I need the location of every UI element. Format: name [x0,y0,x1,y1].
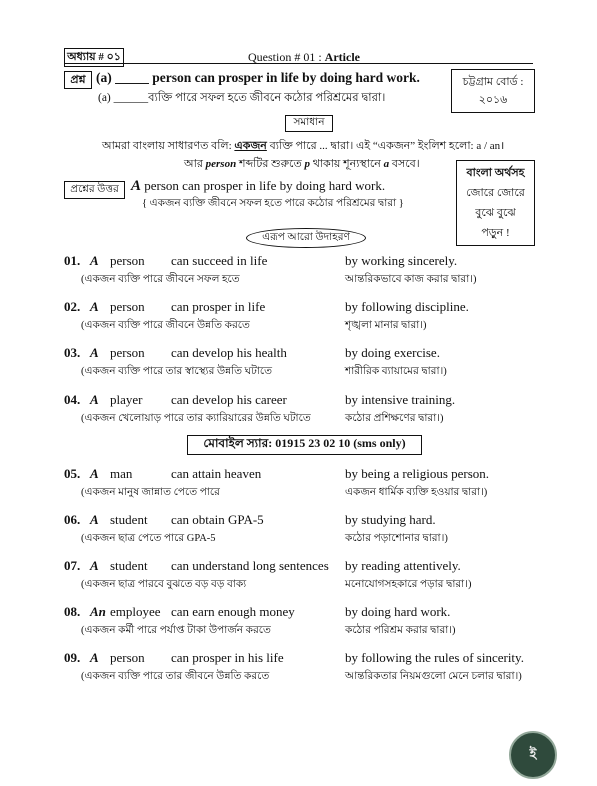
question-bangla: (a) ______ব্যক্তি পারে সফল হতে জীবনে কঠোর পরিশ্রমের দ্বারা। [98,92,386,104]
example-verb: can prosper in his life [171,650,284,665]
example-article: An [90,604,106,619]
answer-sentence: person can prosper in life by doing hard work. [141,178,386,193]
example-noun: person [110,299,145,314]
tip-line: বাংলা অর্থসহ [466,167,525,179]
example-means: by reading attentively. [345,558,461,573]
solution-label: সমাধান [285,115,333,132]
reading-tip-box [456,160,535,246]
expl-highlight: person [205,158,237,170]
topic-title: Article [324,50,360,64]
expl-highlight: p [304,158,310,170]
example-number: 05. [64,466,81,481]
expl-text: শব্দটির শুরুতে [236,158,305,170]
expl-text: বসবে। [389,158,420,170]
example-article: A [90,299,99,314]
logo-glyph: ই [529,745,537,761]
example-article: A [90,558,99,573]
question-label: প্রশ্ন [64,71,92,89]
example-verb: can earn enough money [171,604,295,619]
example-number-value: 03 [64,345,77,360]
tip-line: বুঝে বুঝে [475,207,516,219]
example-noun: player [110,392,143,407]
expl-text: আর [184,158,206,170]
example-means: by doing hard work. [345,604,451,619]
example-verb: can develop his health [171,345,287,360]
example-number: 01. [64,253,81,268]
example-means: by studying hard. [345,512,436,527]
question-english: (a) _____ person can prosper in life by doing hard work. [96,70,420,85]
example-bangla-2: কঠোর প্রশিক্ষণের দ্বারা।) [345,413,444,424]
example-verb: can prosper in life [171,299,266,314]
answer-bangla: { একজন ব্যক্তি জীবনে সফল হতে পারে কঠোর পরিশ্রমের দ্বারা } [142,198,404,209]
board-year: ২০১৬ [478,94,508,106]
example-number: 02. [64,299,81,314]
example-bangla-2: কঠোর পরিশ্রম করার দ্বারা।) [345,625,456,636]
example-number: 06. [64,512,81,527]
example-bangla-1: (একজন ছাত্র পেতে পারে GPA-5 [81,533,216,544]
example-verb: can succeed in life [171,253,268,268]
example-bangla-1: (একজন মানুষ জান্নাত পেতে পারে [81,487,220,498]
example-article: A [90,345,99,360]
answer-english [131,178,385,195]
board-name: চট্টগ্রাম বোর্ড : [462,76,524,88]
explanation-line-1 [102,137,504,156]
chapter-label: অধ্যায় # ০১ [64,48,124,67]
example-bangla-2: আন্তরিকভাবে কাজ করার দ্বারা।) [345,274,477,285]
book-logo-icon [509,731,557,779]
example-bangla-2: মনোযোগসহকারে পড়ার দ্বারা।) [345,579,472,590]
example-number: 09. [64,650,81,665]
header-divider [64,63,533,64]
example-verb: can attain heaven [171,466,262,481]
tip-line: পড়ুন ! [481,227,510,239]
example-article: A [90,512,99,527]
mobile-contact: মোবাইল স্যার: 01915 23 02 10 (sms only) [187,435,422,455]
example-number-value: 02 [64,299,77,314]
example-number-value: 06 [64,512,77,527]
answer-article: A [131,178,142,194]
example-means: by intensive training. [345,392,456,407]
example-number: 08. [64,604,81,619]
example-verb: can develop his career [171,392,287,407]
example-article: A [90,466,99,481]
expl-text: আমরা বাংলায় সাধারণত বলি: [102,140,235,152]
example-verb: can understand long sentences [171,558,329,573]
example-number-value: 04 [64,392,77,407]
example-bangla-2: কঠোর পড়াশোনার দ্বারা।) [345,533,448,544]
expl-highlight: একজন [234,140,267,152]
example-number: 04. [64,392,81,407]
example-bangla-2: শারীরিক ব্যায়ামের দ্বারা।) [345,366,447,377]
example-number: 03. [64,345,81,360]
example-verb: can obtain GPA-5 [171,512,264,527]
example-number-value: 07 [64,558,77,573]
question-number: Question # 01 : [248,50,325,64]
example-bangla-1: (একজন কর্মী পারে পর্যাপ্ত টাকা উপার্জন করতে [81,625,271,636]
example-number: 07. [64,558,81,573]
example-means: by following the rules of sincerity. [345,650,524,665]
example-article: A [90,392,99,407]
example-noun: person [110,253,145,268]
tip-line: জোরে জোরে [466,187,525,199]
example-bangla-2: শৃঙ্খলা মানার দ্বারা।) [345,320,427,331]
example-bangla-1: (একজন ব্যক্তি পারে তার স্বাস্থ্যের উন্নতি ঘটাতে [81,366,273,377]
expl-text: থাকায় শূন্যস্থানে [309,158,384,170]
example-noun: man [110,466,133,481]
example-noun: person [110,650,145,665]
answer-label: প্রশ্নের উত্তর [64,181,125,199]
example-bangla-2: আন্তরিকতার নিয়মগুলো মেনে চলার দ্বারা।) [345,671,522,682]
example-number-value: 09 [64,650,77,665]
example-noun: student [110,558,148,573]
expl-text: ব্যক্তি পারে ... দ্বারা। এই “একজন” ইংলিশ হলো: a / an। [266,140,505,152]
example-noun: person [110,345,145,360]
explanation-line-2 [184,155,420,174]
example-means: by doing exercise. [345,345,440,360]
example-bangla-1: (একজন ব্যক্তি পারে তার জীবনে উন্নতি করতে [81,671,270,682]
more-examples-label: এরূপ আরো উদাহরণ [246,228,366,248]
example-article: A [90,650,99,665]
example-bangla-1: (একজন ব্যক্তি পারে জীবনে উন্নতি করতে [81,320,250,331]
example-noun: employee [110,604,161,619]
example-means: by working sincerely. [345,253,458,268]
example-means: by being a religious person. [345,466,490,481]
example-article: A [90,253,99,268]
expl-highlight: a [383,158,390,170]
example-bangla-1: (একজন খেলোয়াড় পারে তার ক্যারিয়ারের উন্নতি ঘটাতে [81,413,311,424]
example-number-value: 01 [64,253,77,268]
example-bangla-2: একজন ধার্মিক ব্যক্তি হওয়ার দ্বারা।) [345,487,488,498]
example-noun: student [110,512,148,527]
board-info-box [451,69,535,113]
example-bangla-1: (একজন ছাত্র পারবে বুঝতে বড় বড় বাক্য [81,579,247,590]
example-number-value: 05 [64,466,77,481]
example-means: by following discipline. [345,299,469,314]
example-number-value: 08 [64,604,77,619]
example-bangla-1: (একজন ব্যক্তি পারে জীবনে সফল হতে [81,274,240,285]
